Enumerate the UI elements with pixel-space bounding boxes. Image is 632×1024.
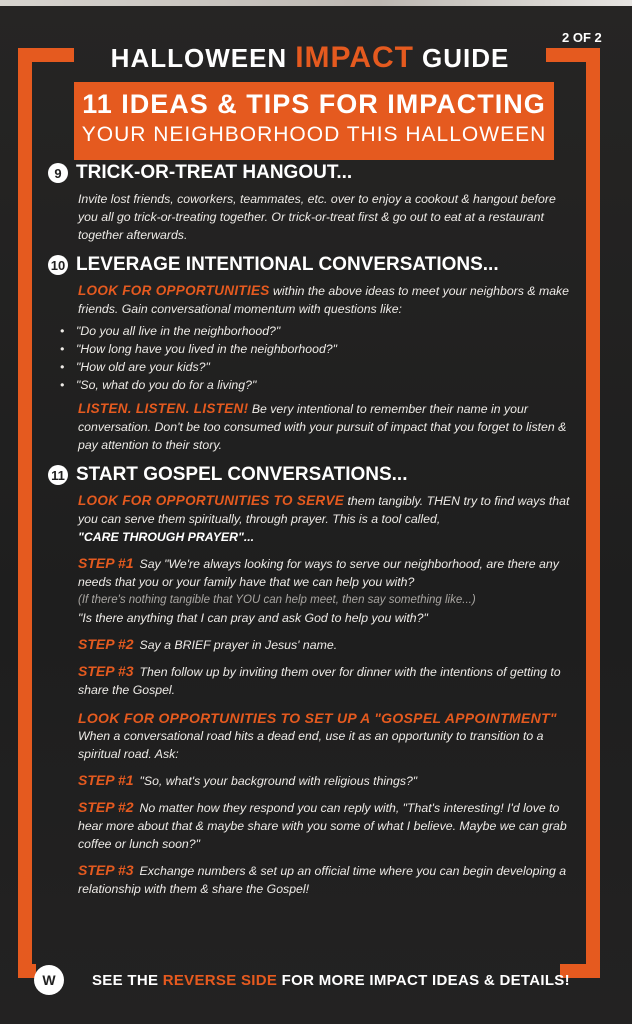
content-area — [48, 160, 574, 898]
list-item: • "Do you all live in the neighborhood?" — [66, 322, 574, 340]
step-1-note: (If there's nothing tangible that YOU can help meet, then say something like...) — [78, 594, 476, 606]
list-item: • "How old are your kids?" — [66, 358, 574, 376]
list-item: • "How long have you lived in the neighborhood?" — [66, 340, 574, 358]
title-guide: GUIDE — [421, 42, 510, 73]
paper-edge — [0, 0, 632, 6]
section-10-lead — [48, 282, 574, 318]
section-11-lead — [48, 492, 574, 546]
title-impact: IMPACT — [295, 41, 414, 74]
appointment-step-3 — [48, 861, 574, 898]
appt-step-3-text: Exchange numbers & set up an official time where you can begin developing a relationship with them & share the Gospel! — [78, 864, 567, 896]
section-10-title: LEVERAGE INTENTIONAL CONVERSATIONS... — [76, 254, 499, 275]
serve-label: LOOK FOR OPPORTUNITIES TO SERVE — [78, 493, 345, 508]
banner-line-2: YOUR NEIGHBORHOOD THIS HALLOWEEN — [81, 123, 547, 146]
section-9-title: TRICK-OR-TREAT HANGOUT... — [76, 162, 353, 183]
step-3-label: STEP #3 — [78, 663, 134, 679]
page-number: 2 OF 2 — [562, 30, 602, 45]
footer-text-highlight: REVERSE SIDE — [162, 971, 278, 989]
appt-step-1-text: "So, what's your background with religious things?" — [139, 774, 418, 788]
section-11-heading — [48, 464, 574, 486]
listen-label: LISTEN. LISTEN. LISTEN! — [78, 401, 249, 416]
step-2-text: Say a BRIEF prayer in Jesus' name. — [139, 638, 338, 652]
step-1-label: STEP #1 — [78, 555, 134, 571]
banner-line-1: 11 IDEAS & TIPS FOR IMPACTING — [82, 89, 546, 119]
step-3-text: Then follow up by inviting them over for dinner with the intentions of getting to share the Gospel. — [78, 665, 561, 697]
footer — [36, 960, 584, 1000]
opportunities-label: LOOK FOR OPPORTUNITIES — [78, 283, 270, 298]
prayer-step-1 — [48, 554, 574, 627]
appt-step-3-label: STEP #3 — [78, 862, 134, 878]
number-11-icon: 11 — [48, 465, 68, 485]
footer-text-2: FOR MORE IMPACT IDEAS & DETAILS! — [277, 971, 570, 989]
footer-text-1: SEE THE — [92, 971, 163, 989]
appt-step-1-label: STEP #1 — [78, 772, 134, 788]
appt-step-2-label: STEP #2 — [78, 799, 134, 815]
number-9-icon: 9 — [48, 163, 68, 183]
gospel-appointment-body: When a conversational road hits a dead end, use it as an opportunity to transition to a spiritual road. Ask: — [78, 729, 544, 761]
section-10-heading — [48, 254, 574, 276]
care-through-prayer-label: "CARE THROUGH PRAYER"... — [78, 530, 255, 544]
gospel-appointment-heading: LOOK FOR OPPORTUNITIES TO SET UP A "GOSPEL APPOINTMENT" — [78, 710, 557, 726]
section-11-lead-text: them tangibly. THEN try to find ways that you can serve them spiritually, through prayer. This is a tool called, — [78, 494, 570, 526]
frame-right-bar — [586, 48, 600, 978]
prayer-step-3 — [48, 662, 574, 699]
listen-paragraph — [48, 400, 574, 454]
step-1-text-2: "Is there anything that I can pray and ask God to help you with?" — [78, 611, 428, 625]
section-10-lead-text: within the above ideas to meet your neighbors & make friends. Gain conversational momentum with questions like: — [78, 284, 570, 316]
subtitle-banner — [74, 82, 554, 160]
frame-bottom-left-bar — [18, 964, 36, 978]
listen-text: Be very intentional to remember their name in your conversation. Don't be too consumed with your pursuit of impact that you forget to listen & pay attention to their story. — [78, 402, 567, 452]
section-9-body: Invite lost friends, coworkers, teammates, etc. over to enjoy a cookout & hangout before you all go trick-or-treating together. Or trick-or-treat first & go out to eat at a restaurant together afterwards. — [78, 192, 556, 242]
list-item: • "So, what do you do for a living?" — [66, 376, 574, 394]
step-2-label: STEP #2 — [78, 636, 134, 652]
title-halloween: HALLOWEEN — [110, 42, 288, 73]
appointment-step-2 — [48, 798, 574, 853]
frame-top-right-bar — [546, 48, 600, 62]
frame-top-left-bar — [18, 48, 74, 62]
section-9-heading — [48, 162, 574, 184]
section-11-title: START GOSPEL CONVERSATIONS... — [76, 464, 408, 485]
step-1-text: Say "We're always looking for ways to serve our neighborhood, are there any needs that you or your family have that we can help you with? — [78, 557, 559, 589]
number-10-icon: 10 — [48, 255, 68, 275]
frame-left-bar — [18, 48, 32, 978]
ministry-logo-icon: W — [34, 965, 64, 995]
question-list — [48, 322, 574, 394]
appt-step-2-text: No matter how they respond you can reply with, "That's interesting! I'd love to hear more about that & maybe share with you some of what I believe. Maybe we can grab coffee or lunch soon?" — [78, 801, 567, 851]
guide-title — [74, 40, 546, 76]
appointment-step-1 — [48, 771, 574, 790]
prayer-step-2 — [48, 635, 574, 654]
gospel-appointment-block — [48, 709, 574, 763]
reverse-side-note — [92, 972, 570, 989]
